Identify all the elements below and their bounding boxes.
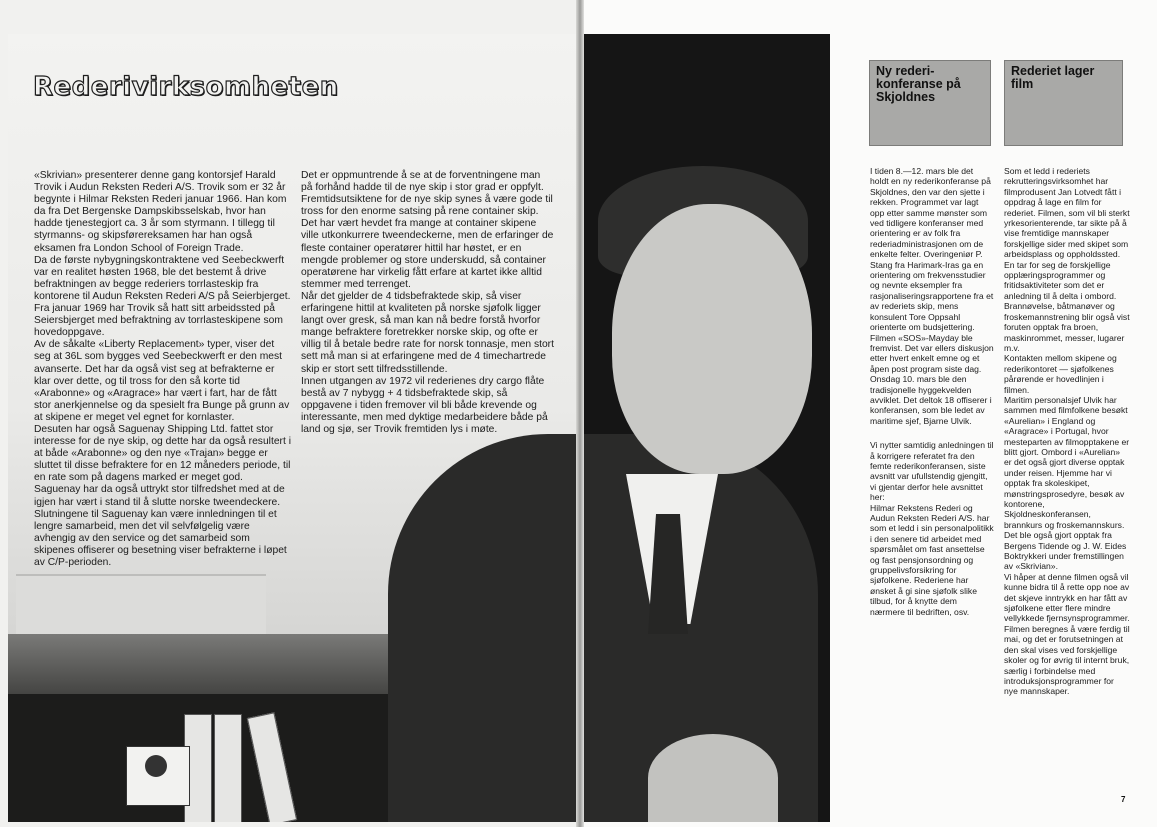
paragraph: I tiden 8.—12. mars ble det holdt en ny rederikonferanse på Skjoldnes, den var den sjette i rekken. Programmet var lagt opp etter samme mønster som ved tidligere konferanser med orientering er av folk fra rederiadministrasjonen om de enkelte felter. Overingeniør P. Stang fra Harimark-Iras ga en orientering om frekvensstudier og nevnte eksempler fra rasjonaliseringsrapportene fra et av rederiets skip, mens konsulent Tore Oppsahl orienterte om budsjettering. (870, 166, 994, 333)
film-column (1004, 166, 1130, 697)
film-title: Rederiet lager film (1011, 64, 1095, 91)
face (612, 204, 812, 474)
paragraph: Filmen «SOS»-Mayday ble fremvist. Det var ellers diskusjon etter hvert enkelt emne og et åpen post program siste dag. (870, 332, 994, 374)
paragraph: Som et ledd i rederiets rekrutteringsvirksomhet har filmprodusent Jan Lotvedt fått i oppdrag å lage en film for rederiet. Filmen, som vil bli sterkt yrkesorienterende, tar sikte på å vise fremtidige mannskaper forskjellige sider med skipet som arbeidsplass og oppholdssted. En tar for seg de forskjellige opplæringsprogrammer og fritidsaktiviteter som det er anledning til å delta i ombord. Brannøvelse, båtmanøver og froskemannstrening blir også vist foruten opptak fra broen, maskinrommet, messer, lugarer m.v. (1004, 166, 1130, 353)
paragraph: Da de første nybygningskontraktene ved Seebeckwerft var en realitet høsten 1968, ble det bestemt å drive befraktningen av begge rederiers torrlasteskip fra kontorene til Audun Reksten Rederi A/S på Seierbjerget. (34, 254, 291, 302)
conference-title: Ny rederi-konferanse på Skjoldnes (876, 64, 961, 104)
book-box (126, 746, 190, 806)
conference-title-box (869, 60, 991, 146)
page-gutter (576, 0, 584, 827)
paragraph: Filmen beregnes å være ferdig til mai, og det er forutsetningen at den skal vises ved forskjellige skoler og for øvrig til internt bruk, særlig i forbindelse med introduksjonsprogrammer for nye mannskaper. (1004, 623, 1130, 697)
paragraph: Onsdag 10. mars ble den tradisjonelle hyggekvelden avviklet. Det deltok 18 offiserer i konferansen, som ble ledet av maritime sjef, Bjarne Ulvik. (870, 374, 992, 426)
paragraph: Det er oppmuntrende å se at de forventningene man på forhånd hadde til de nye skip i stor grad er oppfylt. (301, 170, 544, 194)
film-title-box (1004, 60, 1123, 146)
article-column-2 (301, 170, 554, 436)
paragraph: «Skrivian» presenterer denne gang kontorsjef Harald Trovik i Audun Reksten Rederi A/S. Trovik som er 32 år begynte i Hilmar Reksten Rederi januar 1966. Han kom da fra Det Bergenske Dampskibsselskab, hvor han hadde tjenestegjort ca. 3 år som styrmann. I tillegg til styrmanns- og skipsførereksamen har han også eksamen fra London School of Foreign Trade. (34, 170, 287, 254)
article-column-1 (34, 170, 292, 569)
paragraph: Vi håper at denne filmen også vil kunne bidra til å rette opp noe av det skjeve inntrykk en har fått av sjøfolkene etter flere mindre vellykkede fjernsynsprogrammer. (1004, 571, 1130, 624)
paragraph: Innen utgangen av 1972 vil rederienes dry cargo flåte bestå av 7 nybygg + 4 tidsbefraktede skip, så oppgavene i tiden fremover vil bli både krevende og interessante, men med dyktige medarbeidere både på land og sjø, ser Trovik fremtiden lys i møte. (301, 375, 548, 435)
paragraph: Slutningene til Saguenay kan være innledningen til et lengre samarbeid, men det vil selvfølgelig være avhengig av den service og det samarbeid som skipenes offiserer og besetning viser befrakterne i løpet av C/P-perioden. (34, 508, 287, 568)
conference-column (870, 166, 994, 617)
article-headline: Rederivirksomheten (33, 72, 339, 102)
paragraph: Når det gjelder de 4 tidsbefraktede skip, så viser erfaringene hittil at kvaliteten på norske sjøfolk ligger langt over gresk, så man kan nå bedre forstå hvorfor mange befraktere foretrekker norske skip, og ofte er villig til å betale bedre rate for norsk tonnasje, men stort sett må man si at erfaringene med de 4 timechartrede skip er stort sett tilfredsstillende. (301, 290, 554, 375)
paragraph: Vi nytter samtidig anledningen til å korrigere referatet fra den femte rederikonferansen, siste avsnitt var ufullstendig gjengitt, vi gjentar derfor hele avsnittet her: (870, 440, 994, 503)
seal-icon (145, 755, 167, 777)
binder (214, 714, 242, 822)
paragraph: Fremtidsutsiktene for de nye skip synes å være gode til tross for den enorme satsing på rene container skip. Det har vært hevdet fra mange at container skipene ville utkonkurrere tweendeckerne, men de erfaringer de fleste container operatører hittil har høstet, er en mengde problemer og store underskudd, så container operatørene har virkelig fått erfare at kartet ikke alltid stemmer med terrenget. (301, 194, 554, 290)
paragraph: Fra januar 1969 har Trovik så hatt sitt arbeidssted på Seiersbjerget med befraktning av torrlasteskipene som hovedoppgave. (34, 303, 283, 339)
paragraph: Av de såkalte «Liberty Replacement» typer, viser det seg at 36L som bygges ved Seebeckwerft er den mest avanserte. Det har da også vist seg at befrakterne er klar over dette, og til tross for den så korte tid «Arabonne» og «Aragrace» har vært i fart, har de fått stor anerkjennelse og da spesielt fra Bunge på grunn av at skipene er meget vel egnet for kornlaster. (34, 339, 290, 423)
page-number: 7 (1121, 795, 1126, 804)
paragraph: Hilmar Rekstens Rederi og Audun Reksten Rederi A/S. har som et ledd i sin personalpolitikk i den senere tid arbeidet med spørsmålet om fast ansettelse og fast pensjonsordning og gruppelivsforsikring for sjøfolkene. Rederiene har ønsket å gi sine sjøfolk slike tilbud, for å knytte dem nærmere til bedriften, osv. (870, 502, 994, 617)
folded-hands (648, 734, 778, 822)
paragraph: Kontakten mellom skipene og rederikontoret — sjøfolkenes pårørende er hovedlinjen i filmen. (1004, 353, 1117, 395)
paragraph: Desuten har også Saguenay Shipping Ltd. fattet stor interesse for de nye skip, og dette har da også resultert i at både «Arabonne» og den nye «Trajan» begge er sluttet til disse befraktere for en 12 måneders periode, til en rate som på dagens marked er meget god. Saguenay har da også uttrykt stor tilfredshet med at de igjen har vært i stand til å slutte norske tweendeckere. (34, 423, 291, 508)
paragraph: Maritim personalsjef Ulvik har sammen med filmfolkene besøkt «Aurelian» i England og «Aragrace» i Portugal, hvor mesteparten av filmopptakene er blitt gjort. Ombord i «Aurelian» er det også gjort diverse opptak under reisen. Hjemme har vi opptak fra skoleskipet, mønstringsprosedyre, besøk av kontorene, Skjoldneskonferansen, brannkurs og froskemannskurs. Det ble også gjort opptak fra Bergens Tidende og J. W. Eides Boktrykkeri under fremstillingen av «Skrivian». (1004, 394, 1130, 572)
